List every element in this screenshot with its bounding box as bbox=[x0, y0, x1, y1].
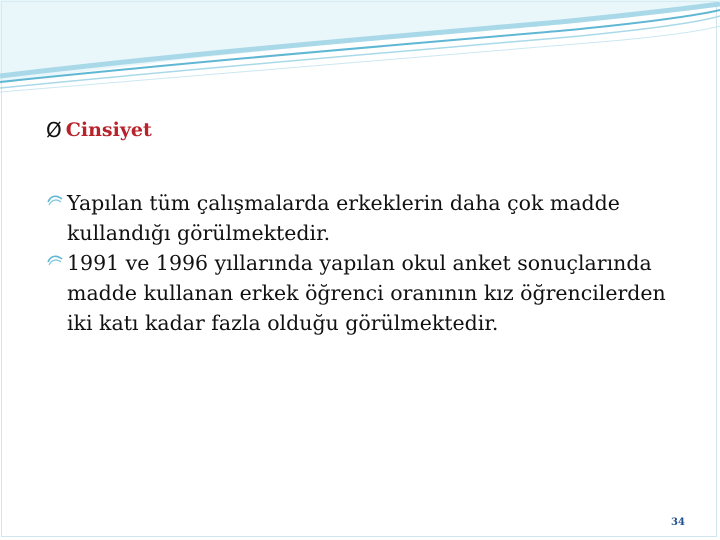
bullet-wave-icon bbox=[46, 251, 64, 269]
bullet-item bbox=[46, 248, 686, 338]
bullet-item bbox=[46, 188, 686, 248]
bullet-text: 1991 ve 1996 yıllarında yapılan okul anket sonuçlarında madde kullanan erkek öğrenci oranının kız öğrencilerden iki katı kadar fazla olduğu görülmektedir. bbox=[67, 251, 666, 335]
section-heading bbox=[46, 116, 152, 144]
bullet-text: Yapılan tüm çalışmalarda erkeklerin daha çok madde kullandığı görülmektedir. bbox=[67, 191, 620, 245]
header-wave-decoration bbox=[0, 0, 720, 95]
bullet-list bbox=[46, 188, 686, 338]
page-number: 34 bbox=[671, 517, 685, 528]
bullet-wave-icon bbox=[46, 191, 64, 209]
heading-text: Cinsiyet bbox=[65, 118, 152, 141]
arrow-bullet-icon: Ø bbox=[46, 118, 62, 142]
